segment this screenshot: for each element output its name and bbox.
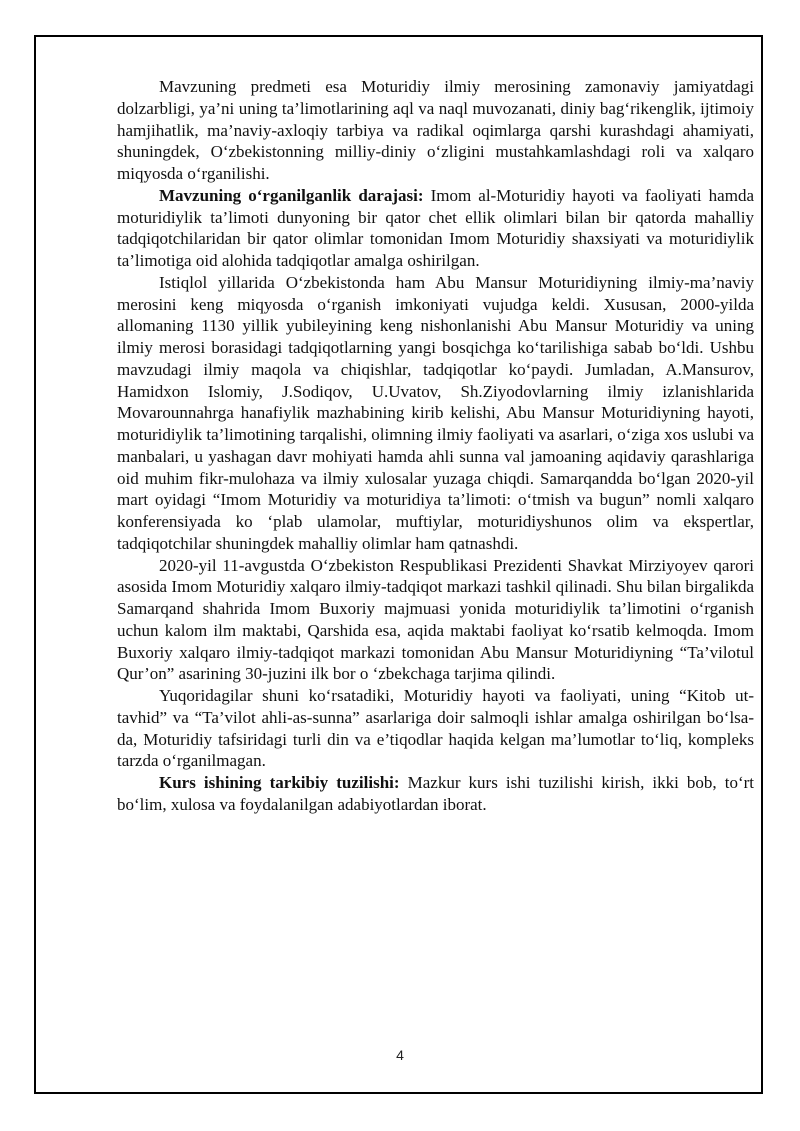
paragraph-subject — [117, 76, 754, 185]
paragraph-independence-years — [117, 272, 754, 555]
paragraph-heading: Mavzuning o‘rganilganlik darajasi: — [159, 185, 424, 205]
page-number: 4 — [396, 1047, 404, 1063]
paragraph-research-level — [117, 185, 754, 272]
paragraph-text: Mavzuning predmeti esa Moturidiy ilmiy merosining zamonaviy jamiyatdagi dolzarbligi, ya’ni uning ta’limotlarining aql va naql muvozanati, diniy bag‘rikenglik, ijtimoiy hamjihatlik, ma’naviy-axloqiy tarbiya va radikal oqimlarga qarshi kurashdagi ahamiyati, shuningdek, O‘zbekistonning milliy-diniy o‘zligini mustahkamlashdagi roli va xalqaro miqyosda o‘rganilishi. — [117, 77, 754, 183]
paragraph-text: 2020-yil 11-avgustda O‘zbekiston Respublikasi Prezidenti Shavkat Mirziyoyev qarori asosida Imom Moturidiy xalqaro ilmiy-tadqiqot markazi tashkil qilinadi. Shu bilan birgalikda Samarqand shahrida Imom Buxoriy majmuasi yonida moturidiylik ta’limotini o‘rganish uchun kalom ilm maktabi, Qarshida esa, aqida maktabi faoliyat ko‘rsatib kelmoqda. Imom Buxoriy xalqaro ilmiy-tadqiqot markazi tomonidan Abu Mansur Moturidiyning “Ta’vilotul Qur’on” asarining 30-juzini ilk bor o ‘zbekchaga tarjima qilindi. — [117, 555, 754, 684]
paragraph-text: Istiqlol yillarida O‘zbekistonda ham Abu Mansur Moturidiyning ilmiy-ma’naviy merosini keng miqyosda o‘rganish imkoniyati vujudga keldi. Xususan, 2000-yilda allomaning 1130 yillik yubileyining keng nishonlanishi Abu Mansur Moturidiy va uning ilmiy merosi borasidagi tadqiqotlarning yangi bosqichga ko‘tarilishiga sabab bo‘ldi. Ushbu mavzudagi ilmiy maqola va chiqishlar, tadqiqotlar ko‘paydi. Jumladan, A.Mansurov, Hamidxon Islomiy, J.Sodiqov, U.Uvatov, Sh.Ziyodovlarning ilmiy izlanishlarida Movarounnahrga hanafiylik mazhabining kirib kelishi, Abu Mansur Moturidiyning hayoti, moturidiylik ta’limotining tarqalishi, olimning ilmiy faoliyati va asarlari, o‘ziga xos uslubi va manbalari, u yashagan davr mohiyati hamda ahli sunna val jamoaning aqidaviy qarashlariga oid muhim fikr-mulohaza va ilmiy xulosalar yuzaga chiqdi. Samarqandda bo‘lgan 2020-yil mart oyidagi “Imom Moturidiy va moturidiya ta’limoti: o‘tmish va bugun” nomli xalqaro konferensiyada ko ‘plab ulamolar, muftiylar, moturidiyshunos olim va ekspertlar, tadqiqotchilar shuningdek mahalliy olimlar ham qatnashdi. — [117, 272, 754, 553]
paragraph-text: Yuqoridagilar shuni ko‘rsatadiki, Moturidiy hayoti va faoliyati, uning “Kitob ut-tavhid” va “Ta’vilot ahli-as-sunna” asarlariga doir salmoqli ishlar amalga oshirilgan bo‘lsa-da, Moturidiy tafsiridagi turli din va e’tiqodlar haqida kelgan ma’lumotlar to‘liq, kompleks tarzda o‘rganilmagan. — [117, 686, 754, 771]
paragraph-text: Imom al-Moturidiy hayoti va faoliyati hamda moturidiylik ta’limoti dunyoning bir qator chet ellik olimlari bilan bir qatorda mahalliy tadqiqotchilaridan bir qator olimlar tomonidan Imom Moturidiy shaxsiyati va moturidiylik ta’limotiga oid alohida tadqiqotlar amalga oshirilgan. — [117, 185, 754, 270]
paragraph-text: Mazkur kurs ishi tuzilishi kirish, ikki bob, to‘rt bo‘lim, xulosa va foydalanilgan adabiyotlardan iborat. — [117, 773, 755, 814]
document-body — [117, 76, 754, 816]
paragraph-structure — [117, 772, 754, 816]
paragraph-heading: Kurs ishining tarkibiy tuzilishi: — [159, 773, 400, 792]
paragraph-2020-decree — [117, 555, 754, 686]
paragraph-conclusion — [117, 685, 754, 772]
